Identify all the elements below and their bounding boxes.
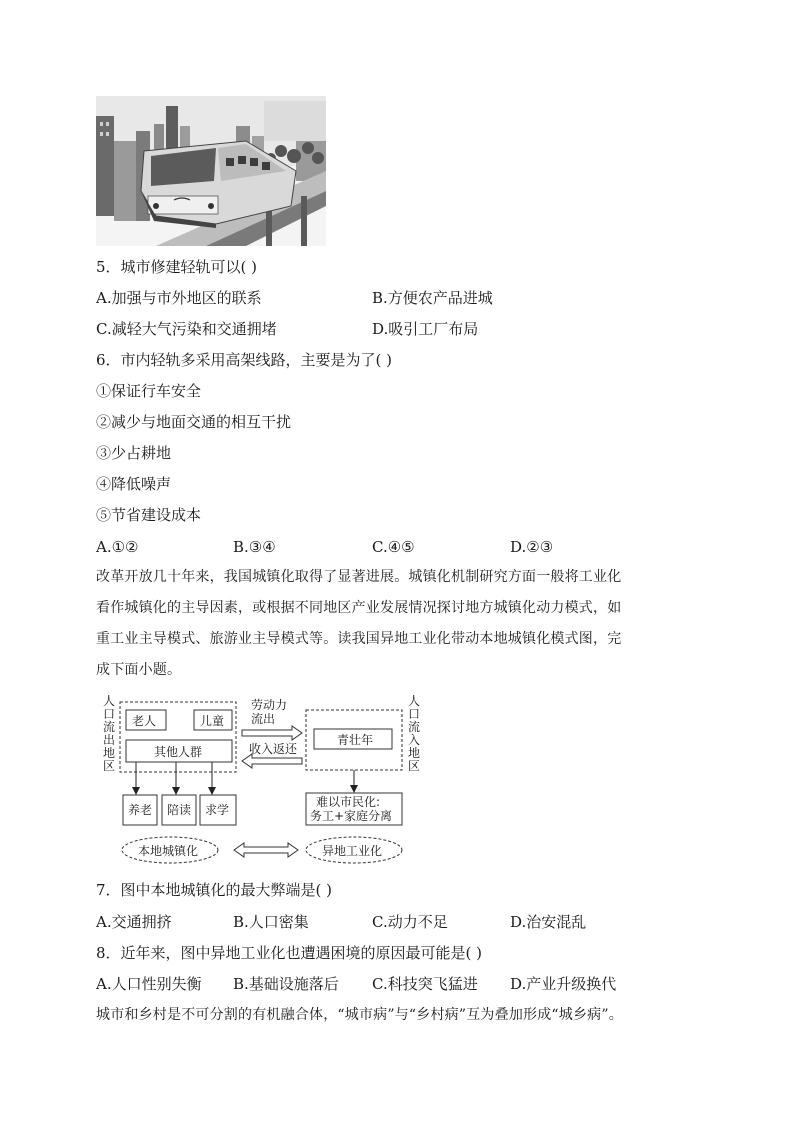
q8-option-d: D.产业升级换代 (510, 975, 617, 993)
svg-text:人口流入地区: 人口流入地区 (408, 695, 421, 773)
urbanization-model-diagram (96, 695, 426, 870)
q6-option-d: D.②③ (510, 538, 554, 556)
q6-item-5: ⑤节省建设成本 (96, 506, 202, 524)
q7-stem: 7．图中本地城镇化的最大弊端是( ) (96, 881, 333, 899)
q5-stem: 5．城市修建轻轨可以( ) (96, 258, 258, 276)
q6-item-3: ③少占耕地 (96, 444, 172, 462)
passage-2: 城市和乡村是不可分割的有机融合体，“城市病”与“乡村病”互为叠加形成“城乡病”。 (96, 1007, 623, 1023)
right-outcome-line1: 难以市民化: (316, 795, 381, 809)
outcome-elderly-care: 养老 (128, 803, 153, 817)
q6-option-a: A.①② (96, 538, 139, 556)
q6-option-c: C.④⑤ (372, 538, 415, 556)
left-region-label (103, 695, 115, 773)
right-outcome-line2: 务工+家庭分离 (310, 809, 393, 823)
q7-option-a: A.交通拥挤 (96, 913, 172, 931)
q5-option-a: A.加强与市外地区的联系 (96, 289, 262, 307)
svg-text:人口流出地区: 人口流出地区 (103, 695, 116, 773)
q8-option-c: C.科技突飞猛进 (372, 975, 478, 993)
passage-line-1: 改革开放几十年来，我国城镇化取得了显著进展。城镇化机制研究方面一般将工业化 (96, 569, 622, 585)
passage-line-4: 成下面小题。 (96, 662, 182, 678)
elderly-label: 老人 (132, 714, 157, 728)
q6-item-4: ④降低噪声 (96, 475, 172, 493)
youth-label: 青壮年 (337, 733, 374, 747)
q8-option-a: A.人口性别失衡 (96, 975, 202, 993)
q7-option-b: B.人口密集 (233, 913, 309, 931)
labor-out-line1: 劳动力 (251, 698, 288, 712)
q5-option-b: B.方便农产品进城 (372, 289, 493, 307)
q5-option-c: C.减轻大气污染和交通拥堵 (96, 320, 277, 338)
q6-item-2: ②减少与地面交通的相互干扰 (96, 413, 292, 431)
passage-line-2: 看作城镇化的主导因素，或根据不同地区产业发展情况探讨地方城镇化动力模式，如 (96, 600, 622, 616)
outcome-accompany-study: 陪读 (167, 803, 192, 817)
remote-industrialization-label: 异地工业化 (322, 844, 383, 858)
q7-option-c: C.动力不足 (372, 913, 448, 931)
passage-line-3: 重工业主导模式、旅游业主导模式等。读我国异地工业化带动本地城镇化模式图，完 (96, 631, 622, 647)
local-urbanization-label: 本地城镇化 (138, 844, 199, 858)
outcome-study: 求学 (205, 803, 230, 817)
q6-stem: 6．市内轻轨多采用高架线路，主要是为了( ) (96, 351, 393, 369)
labor-out-line2: 流出 (251, 712, 276, 726)
q5-option-d: D.吸引工厂布局 (372, 320, 479, 338)
light-rail-photo (96, 96, 326, 246)
children-label: 儿童 (200, 714, 225, 728)
q6-item-1: ①保证行车安全 (96, 382, 202, 400)
right-region-label (408, 695, 420, 773)
q8-stem: 8．近年来，图中异地工业化也遭遇困境的原因最可能是( ) (96, 944, 483, 962)
income-back-label: 收入返还 (249, 742, 298, 756)
others-label: 其他人群 (154, 745, 203, 759)
q7-option-d: D.治安混乱 (510, 913, 587, 931)
q8-option-b: B.基础设施落后 (233, 975, 339, 993)
q6-option-b: B.③④ (233, 538, 276, 556)
